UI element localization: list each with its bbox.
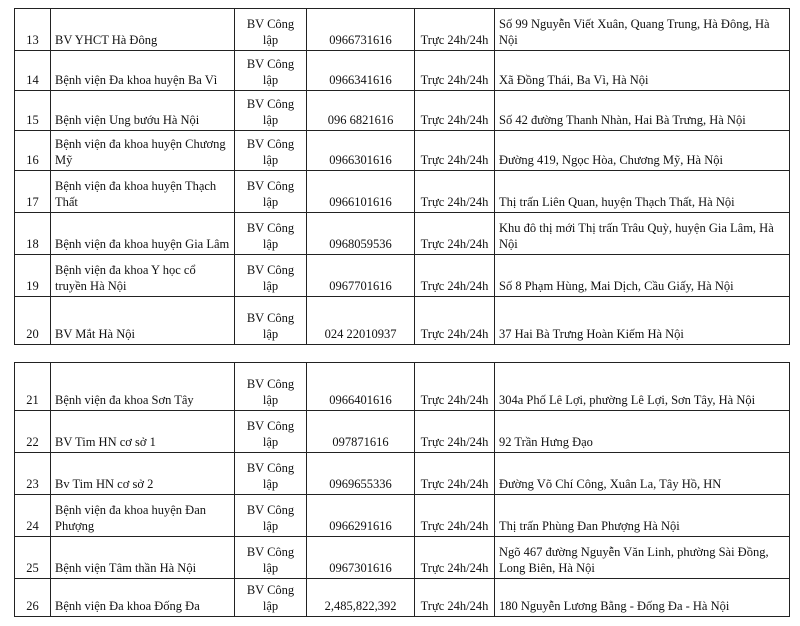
- working-hours: Trực 24h/24h: [415, 91, 495, 131]
- hospital-type: BV Công lập: [235, 363, 307, 411]
- hospital-type: BV Công lập: [235, 537, 307, 579]
- working-hours: Trực 24h/24h: [415, 51, 495, 91]
- address: Xã Đồng Thái, Ba Vì, Hà Nội: [495, 51, 790, 91]
- working-hours: Trực 24h/24h: [415, 363, 495, 411]
- hospital-type: BV Công lập: [235, 297, 307, 345]
- hospital-type: BV Công lập: [235, 411, 307, 453]
- table-body-part-1: [15, 9, 790, 345]
- address: Thị trấn Phùng Đan Phượng Hà Nội: [495, 495, 790, 537]
- working-hours: Trực 24h/24h: [415, 411, 495, 453]
- phone-number: 2,485,822,392: [307, 579, 415, 617]
- hospital-type: BV Công lập: [235, 453, 307, 495]
- row-number: 20: [15, 297, 51, 345]
- phone-number: 097871616: [307, 411, 415, 453]
- table-row: [15, 363, 790, 411]
- phone-number: 0966101616: [307, 171, 415, 213]
- table-row: [15, 255, 790, 297]
- hospital-type: BV Công lập: [235, 131, 307, 171]
- table-row: [15, 297, 790, 345]
- row-number: 22: [15, 411, 51, 453]
- working-hours: Trực 24h/24h: [415, 213, 495, 255]
- row-number: 24: [15, 495, 51, 537]
- hospital-name: BV YHCT Hà Đông: [51, 9, 235, 51]
- table-row: [15, 213, 790, 255]
- row-number: 23: [15, 453, 51, 495]
- working-hours: Trực 24h/24h: [415, 579, 495, 617]
- row-number: 14: [15, 51, 51, 91]
- address: Đường 419, Ngọc Hòa, Chương Mỹ, Hà Nội: [495, 131, 790, 171]
- hospital-name: Bệnh viện Tâm thần Hà Nội: [51, 537, 235, 579]
- hospital-table-part-1: [14, 8, 790, 345]
- hospital-name: Bệnh viện đa khoa huyện Gia Lâm: [51, 213, 235, 255]
- phone-number: 0968059536: [307, 213, 415, 255]
- working-hours: Trực 24h/24h: [415, 297, 495, 345]
- address: Đường Võ Chí Công, Xuân La, Tây Hồ, HN: [495, 453, 790, 495]
- address: 304a Phố Lê Lợi, phường Lê Lợi, Sơn Tây, Hà Nội: [495, 363, 790, 411]
- address: 37 Hai Bà Trưng Hoàn Kiếm Hà Nội: [495, 297, 790, 345]
- phone-number: 024 22010937: [307, 297, 415, 345]
- hospital-type: BV Công lập: [235, 495, 307, 537]
- phone-number: 096 6821616: [307, 91, 415, 131]
- working-hours: Trực 24h/24h: [415, 495, 495, 537]
- hospital-type: BV Công lập: [235, 51, 307, 91]
- hospital-name: Bệnh viện đa khoa huyện Chương Mỹ: [51, 131, 235, 171]
- working-hours: Trực 24h/24h: [415, 453, 495, 495]
- working-hours: Trực 24h/24h: [415, 171, 495, 213]
- address: Khu đô thị mới Thị trấn Trâu Quỳ, huyện Gia Lâm, Hà Nội: [495, 213, 790, 255]
- table-row: [15, 537, 790, 579]
- hospital-type: BV Công lập: [235, 9, 307, 51]
- row-number: 13: [15, 9, 51, 51]
- phone-number: 0966291616: [307, 495, 415, 537]
- hospital-type: BV Công lập: [235, 91, 307, 131]
- table-row: [15, 171, 790, 213]
- table-row: [15, 9, 790, 51]
- hospital-type: BV Công lập: [235, 579, 307, 617]
- table-row: [15, 495, 790, 537]
- hospital-type: BV Công lập: [235, 213, 307, 255]
- hospital-name: Bệnh viện đa khoa Y học cổ truyền Hà Nội: [51, 255, 235, 297]
- row-number: 18: [15, 213, 51, 255]
- hospital-name: Bệnh viện Đa khoa Đống Đa: [51, 579, 235, 617]
- table-row: [15, 453, 790, 495]
- phone-number: 0966341616: [307, 51, 415, 91]
- phone-number: 0969655336: [307, 453, 415, 495]
- hospital-name: Bv Tim HN cơ sở 2: [51, 453, 235, 495]
- address: Số 99 Nguyễn Viết Xuân, Quang Trung, Hà Đông, Hà Nội: [495, 9, 790, 51]
- row-number: 25: [15, 537, 51, 579]
- row-number: 15: [15, 91, 51, 131]
- phone-number: 0966301616: [307, 131, 415, 171]
- hospital-type: BV Công lập: [235, 255, 307, 297]
- table-row: [15, 411, 790, 453]
- address: 92 Trần Hưng Đạo: [495, 411, 790, 453]
- table-row: [15, 51, 790, 91]
- hospital-name: Bệnh viện đa khoa Sơn Tây: [51, 363, 235, 411]
- hospital-name: Bệnh viện Đa khoa huyện Ba Vì: [51, 51, 235, 91]
- row-number: 19: [15, 255, 51, 297]
- phone-number: 0966731616: [307, 9, 415, 51]
- row-number: 21: [15, 363, 51, 411]
- row-number: 26: [15, 579, 51, 617]
- working-hours: Trực 24h/24h: [415, 9, 495, 51]
- row-number: 16: [15, 131, 51, 171]
- hospital-table-part-2: [14, 362, 790, 617]
- hospital-name: Bệnh viện đa khoa huyện Thạch Thất: [51, 171, 235, 213]
- phone-number: 0966401616: [307, 363, 415, 411]
- table-row: [15, 579, 790, 617]
- hospital-name: Bệnh viện đa khoa huyện Đan Phượng: [51, 495, 235, 537]
- working-hours: Trực 24h/24h: [415, 537, 495, 579]
- address: Số 42 đường Thanh Nhàn, Hai Bà Trưng, Hà Nội: [495, 91, 790, 131]
- hospital-name: BV Mắt Hà Nội: [51, 297, 235, 345]
- phone-number: 0967701616: [307, 255, 415, 297]
- table-row: [15, 131, 790, 171]
- table-row: [15, 91, 790, 131]
- address: Ngõ 467 đường Nguyễn Văn Linh, phường Sài Đồng, Long Biên, Hà Nội: [495, 537, 790, 579]
- hospital-name: Bệnh viện Ung bướu Hà Nội: [51, 91, 235, 131]
- address: Số 8 Phạm Hùng, Mai Dịch, Cầu Giấy, Hà Nội: [495, 255, 790, 297]
- hospital-name: BV Tim HN cơ sở 1: [51, 411, 235, 453]
- working-hours: Trực 24h/24h: [415, 131, 495, 171]
- page-break-gap: [0, 352, 800, 362]
- table-body-part-2: [15, 363, 790, 617]
- address: Thị trấn Liên Quan, huyện Thạch Thất, Hà Nội: [495, 171, 790, 213]
- address: 180 Nguyễn Lương Bằng - Đống Đa - Hà Nội: [495, 579, 790, 617]
- row-number: 17: [15, 171, 51, 213]
- hospital-type: BV Công lập: [235, 171, 307, 213]
- phone-number: 0967301616: [307, 537, 415, 579]
- working-hours: Trực 24h/24h: [415, 255, 495, 297]
